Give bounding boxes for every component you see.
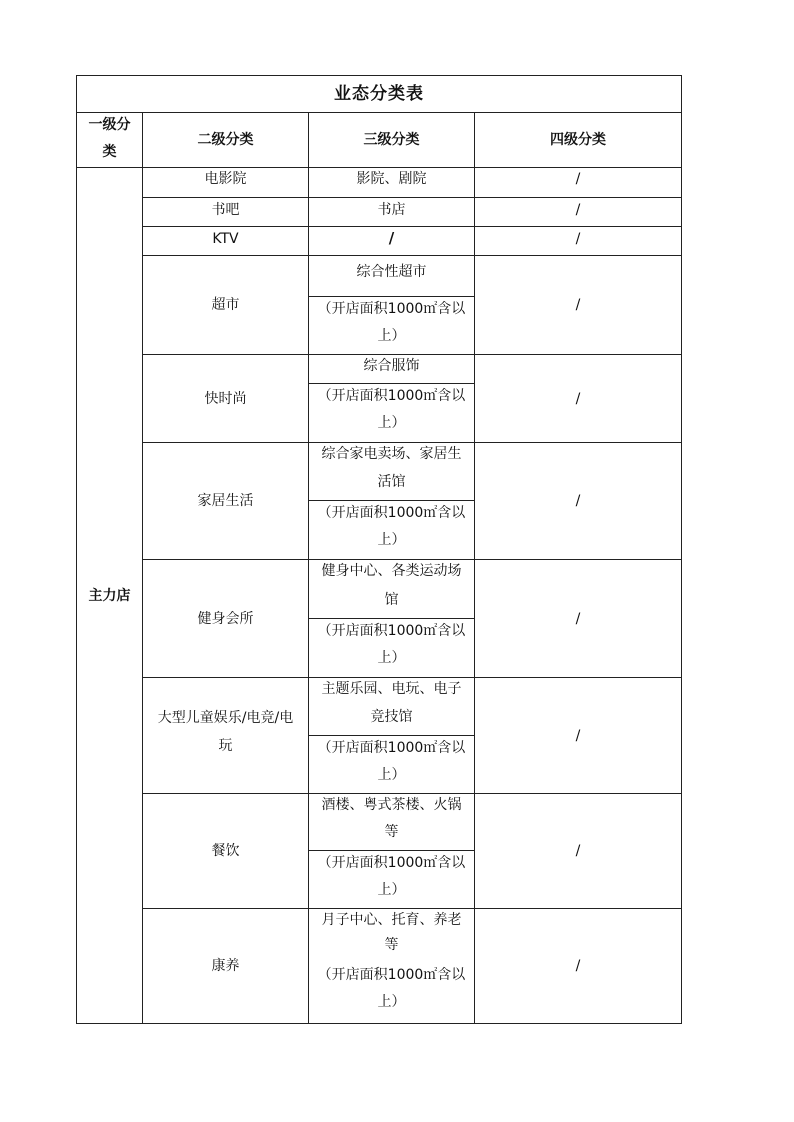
level3-note-line1: （开店面积1000㎡含以 bbox=[317, 505, 466, 521]
level3-note-line1: （开店面积1000㎡含以 bbox=[317, 388, 466, 404]
row-level3-cell bbox=[308, 167, 475, 198]
header-level1 bbox=[76, 112, 143, 168]
level2-text: 电影院 bbox=[204, 171, 247, 187]
level1-text: 主力店 bbox=[88, 587, 131, 604]
row-level3-cell bbox=[308, 354, 475, 384]
level4-text: / bbox=[575, 843, 581, 859]
table-title bbox=[76, 75, 682, 113]
level2-line2: 玩 bbox=[218, 738, 233, 754]
header-level4-text: 四级分类 bbox=[550, 132, 606, 148]
row-level4-cell bbox=[474, 197, 682, 227]
row-level2-cell bbox=[142, 167, 309, 198]
row-level3-cell bbox=[308, 197, 475, 227]
level2-text: 健身会所 bbox=[197, 610, 254, 627]
row-level2-cell bbox=[142, 354, 309, 443]
header-level4 bbox=[474, 112, 682, 168]
header-level1-line2: 类 bbox=[102, 144, 117, 160]
category-table bbox=[76, 75, 682, 1024]
row-level2-cell bbox=[142, 908, 309, 1024]
level2-text: KTV bbox=[212, 231, 239, 247]
level3-text: / bbox=[388, 229, 395, 247]
row-level3-note-cell bbox=[308, 850, 475, 909]
row-level2-cell bbox=[142, 793, 309, 909]
level3-line2: 活馆 bbox=[377, 474, 406, 490]
level3-line1: 酒楼、粤式茶楼、火锅 bbox=[321, 797, 462, 813]
level4-text: / bbox=[575, 727, 581, 744]
level3-line1: 主题乐园、电玩、电子 bbox=[321, 681, 462, 697]
level3-line2: 等 bbox=[384, 824, 399, 840]
level3-line1: 健身中心、各类运动场 bbox=[321, 563, 462, 579]
level3-note-line2: 上） bbox=[377, 532, 406, 548]
level3-note-line2: 上） bbox=[377, 882, 406, 898]
row-level2-cell bbox=[142, 226, 309, 256]
row-level3-cell bbox=[308, 677, 475, 736]
level2-line1: 大型儿童娱乐/电竞/电 bbox=[157, 710, 294, 726]
level4-text: / bbox=[575, 958, 581, 974]
level3-line2: 竞技馆 bbox=[370, 709, 413, 725]
row-level2-cell bbox=[142, 197, 309, 227]
header-level3 bbox=[308, 112, 475, 168]
level3-note-line2: 上） bbox=[377, 415, 406, 431]
row-level3-note-cell bbox=[308, 735, 475, 794]
level4-text: / bbox=[575, 610, 581, 627]
header-level2 bbox=[142, 112, 309, 168]
header-level3-text: 三级分类 bbox=[363, 132, 420, 148]
level3-line1: 月子中心、托育、养老 bbox=[321, 912, 462, 928]
table-title-text: 业态分类表 bbox=[334, 84, 424, 104]
level3-note-line2: 上） bbox=[377, 994, 406, 1010]
row-level3-note-cell bbox=[308, 383, 475, 443]
row-level4-cell bbox=[474, 255, 682, 355]
level3-line2: 等 bbox=[384, 937, 399, 953]
row-level2-cell bbox=[142, 677, 309, 794]
level2-text: 快时尚 bbox=[204, 390, 247, 407]
level3-note-line1: （开店面积1000㎡含以 bbox=[317, 301, 466, 317]
row-level3-note-cell bbox=[308, 500, 475, 560]
level2-text: 超市 bbox=[211, 297, 240, 313]
row-level3-cell bbox=[308, 908, 475, 1024]
level3-text: 综合性超市 bbox=[356, 264, 427, 280]
row-level3-cell bbox=[308, 559, 475, 619]
level4-text: / bbox=[575, 171, 581, 187]
row-level4-cell bbox=[474, 793, 682, 909]
level3-note-line2: 上） bbox=[377, 767, 406, 783]
level4-text: / bbox=[575, 297, 581, 313]
level2-text: 家居生活 bbox=[197, 493, 254, 509]
level2-text: 餐饮 bbox=[211, 843, 240, 859]
level1-cell bbox=[76, 167, 143, 1024]
level4-text: / bbox=[575, 493, 581, 509]
level3-note-line1: （开店面积1000㎡含以 bbox=[317, 623, 466, 639]
row-level3-cell bbox=[308, 255, 475, 297]
row-level2-cell bbox=[142, 255, 309, 355]
row-level3-cell bbox=[308, 442, 475, 501]
level3-text: 书店 bbox=[377, 202, 406, 218]
row-level4-cell bbox=[474, 559, 682, 678]
level3-note-line1: （开店面积1000㎡含以 bbox=[317, 967, 466, 983]
row-level3-cell bbox=[308, 226, 475, 256]
row-level2-cell bbox=[142, 442, 309, 560]
row-level4-cell bbox=[474, 226, 682, 256]
level2-text: 书吧 bbox=[211, 202, 240, 218]
level4-text: / bbox=[575, 231, 581, 247]
row-level4-cell bbox=[474, 167, 682, 198]
level2-text: 康养 bbox=[211, 958, 240, 974]
level4-text: / bbox=[575, 202, 581, 218]
header-level1-line1: 一级分 bbox=[88, 117, 131, 133]
level3-note-line1: （开店面积1000㎡含以 bbox=[317, 855, 466, 871]
level3-text: 综合服饰 bbox=[363, 358, 420, 374]
row-level4-cell bbox=[474, 908, 682, 1024]
row-level3-note-cell bbox=[308, 618, 475, 678]
level3-text: 影院、剧院 bbox=[356, 171, 427, 187]
row-level3-note-cell bbox=[308, 296, 475, 355]
level3-line2: 馆 bbox=[384, 592, 399, 608]
level4-text: / bbox=[575, 390, 581, 407]
level3-note-line2: 上） bbox=[377, 328, 406, 344]
row-level2-cell bbox=[142, 559, 309, 678]
row-level4-cell bbox=[474, 677, 682, 794]
row-level3-cell bbox=[308, 793, 475, 851]
level3-note-line2: 上） bbox=[377, 650, 406, 666]
row-level4-cell bbox=[474, 442, 682, 560]
level3-note-line1: （开店面积1000㎡含以 bbox=[317, 740, 466, 756]
level3-line1: 综合家电卖场、家居生 bbox=[321, 446, 462, 462]
row-level4-cell bbox=[474, 354, 682, 443]
header-level2-text: 二级分类 bbox=[197, 132, 254, 148]
